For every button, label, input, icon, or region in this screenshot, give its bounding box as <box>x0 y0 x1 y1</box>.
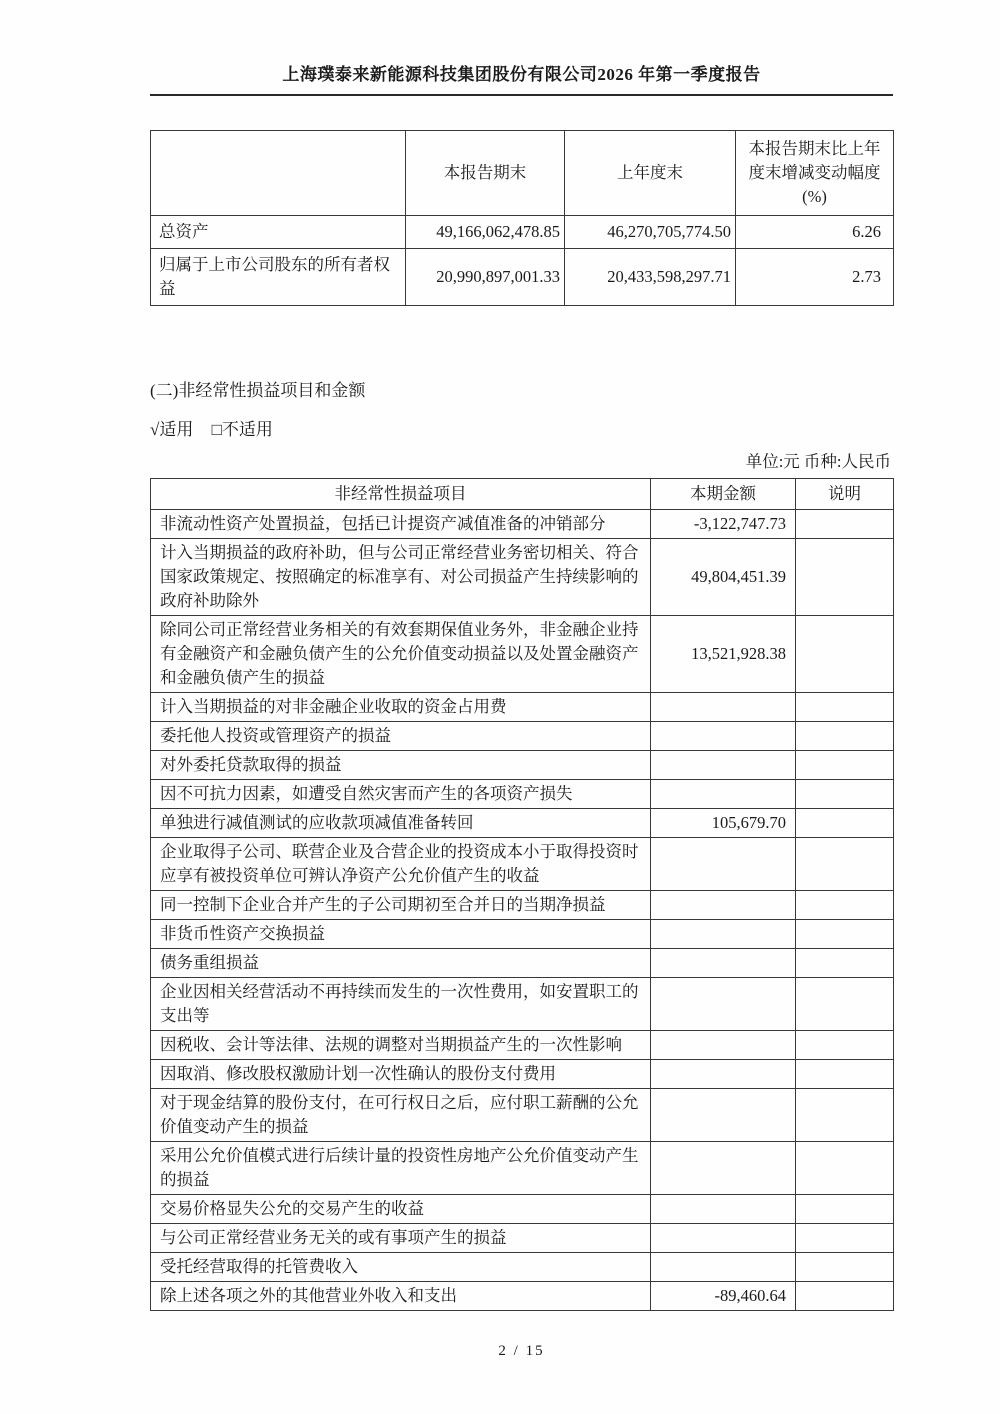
applicable-checked-option: √适用 <box>150 420 194 439</box>
item-label: 因不可抗力因素，如遭受自然灾害而产生的各项资产损失 <box>151 780 651 809</box>
row-label-total-assets: 总资产 <box>151 216 406 249</box>
item-label: 采用公允价值模式进行后续计量的投资性房地产公允价值变动产生的损益 <box>151 1142 651 1195</box>
item-label: 单独进行减值测试的应收款项减值准备转回 <box>151 809 651 838</box>
item-label: 与公司正常经营业务无关的或有事项产生的损益 <box>151 1224 651 1253</box>
equity-change: 2.73 <box>736 249 894 306</box>
item-amount <box>651 1031 796 1060</box>
table-row <box>151 1031 894 1060</box>
item-label: 交易价格显失公允的交易产生的收益 <box>151 1195 651 1224</box>
table-row <box>151 1195 894 1224</box>
item-amount <box>651 949 796 978</box>
item-amount <box>651 693 796 722</box>
item-label: 对外委托贷款取得的损益 <box>151 751 651 780</box>
item-amount <box>651 891 796 920</box>
table-row <box>151 920 894 949</box>
applicability-line <box>150 415 893 440</box>
item-amount: 105,679.70 <box>651 809 796 838</box>
item-note <box>796 1195 894 1224</box>
total-assets-change: 6.26 <box>736 216 894 249</box>
summary-header-change: 本报告期末比上年度末增减变动幅度(%) <box>736 131 894 216</box>
item-label: 因取消、修改股权激励计划一次性确认的股份支付费用 <box>151 1060 651 1089</box>
item-note <box>796 722 894 751</box>
table-row <box>151 249 894 306</box>
item-amount <box>651 1195 796 1224</box>
item-amount <box>651 920 796 949</box>
item-label: 企业取得子公司、联营企业及合营企业的投资成本小于取得投资时应享有被投资单位可辨认净资产公允价值产生的收益 <box>151 838 651 891</box>
item-note <box>796 1282 894 1311</box>
document-header <box>150 0 893 96</box>
item-note <box>796 1142 894 1195</box>
item-amount <box>651 1224 796 1253</box>
item-label: 非货币性资产交换损益 <box>151 920 651 949</box>
summary-header-empty <box>151 131 406 216</box>
table-row <box>151 949 894 978</box>
non-recurring-items-table <box>150 478 894 1311</box>
item-label: 受托经营取得的托管费收入 <box>151 1253 651 1282</box>
table-row <box>151 978 894 1031</box>
item-label: 同一控制下企业合并产生的子公司期初至合并日的当期净损益 <box>151 891 651 920</box>
table-row <box>151 1142 894 1195</box>
item-label: 企业因相关经营活动不再持续而发生的一次性费用，如安置职工的支出等 <box>151 978 651 1031</box>
item-note <box>796 751 894 780</box>
table-row <box>151 838 894 891</box>
item-amount <box>651 780 796 809</box>
total-assets-current: 49,166,062,478.85 <box>406 216 565 249</box>
key-figures-table <box>150 130 894 306</box>
table-row <box>151 693 894 722</box>
equity-prior: 20,433,598,297.71 <box>565 249 736 306</box>
item-note <box>796 616 894 693</box>
item-note <box>796 1031 894 1060</box>
unit-currency-note: 单位:元 币种:人民币 <box>745 452 891 471</box>
table-row <box>151 510 894 539</box>
summary-header-row <box>151 131 894 216</box>
item-label: 对于现金结算的股份支付，在可行权日之后，应付职工薪酬的公允价值变动产生的损益 <box>151 1089 651 1142</box>
items-header-item: 非经常性损益项目 <box>151 479 651 510</box>
table-row <box>151 1060 894 1089</box>
summary-header-prior-year: 上年度末 <box>565 131 736 216</box>
item-note <box>796 510 894 539</box>
table-row <box>151 751 894 780</box>
table-row <box>151 722 894 751</box>
item-note <box>796 920 894 949</box>
table-row <box>151 216 894 249</box>
summary-header-current-period: 本报告期末 <box>406 131 565 216</box>
item-amount <box>651 978 796 1031</box>
item-note <box>796 838 894 891</box>
table-row <box>151 616 894 693</box>
item-label: 非流动性资产处置损益，包括已计提资产减值准备的冲销部分 <box>151 510 651 539</box>
item-label: 委托他人投资或管理资产的损益 <box>151 722 651 751</box>
equity-current: 20,990,897,001.33 <box>406 249 565 306</box>
item-amount: 13,521,928.38 <box>651 616 796 693</box>
item-label: 除上述各项之外的其他营业外收入和支出 <box>151 1282 651 1311</box>
item-amount <box>651 1142 796 1195</box>
table-row <box>151 1282 894 1311</box>
item-note <box>796 978 894 1031</box>
items-header-note: 说明 <box>796 479 894 510</box>
table-row <box>151 809 894 838</box>
item-label: 因税收、会计等法律、法规的调整对当期损益产生的一次性影响 <box>151 1031 651 1060</box>
item-note <box>796 1060 894 1089</box>
page-number: 2 / 15 <box>498 1343 545 1359</box>
item-note <box>796 780 894 809</box>
item-note <box>796 1224 894 1253</box>
items-header-row <box>151 479 894 510</box>
page-content <box>150 0 893 1360</box>
item-amount <box>651 751 796 780</box>
item-amount <box>651 1253 796 1282</box>
item-amount: 49,804,451.39 <box>651 539 796 616</box>
report-title: 上海璞泰来新能源科技集团股份有限公司2026 年第一季度报告 <box>282 65 761 84</box>
table-row <box>151 1089 894 1142</box>
item-note <box>796 949 894 978</box>
item-note <box>796 809 894 838</box>
item-note <box>796 1253 894 1282</box>
item-note <box>796 891 894 920</box>
item-amount <box>651 1060 796 1089</box>
item-amount <box>651 838 796 891</box>
item-label: 计入当期损益的对非金融企业收取的资金占用费 <box>151 693 651 722</box>
table-row <box>151 539 894 616</box>
table-row <box>151 891 894 920</box>
table-row <box>151 1224 894 1253</box>
item-note <box>796 693 894 722</box>
not-applicable-option: □不适用 <box>211 420 273 439</box>
row-label-equity: 归属于上市公司股东的所有者权益 <box>151 249 406 306</box>
section-heading: (二)非经常性损益项目和金额 <box>150 381 366 400</box>
item-note <box>796 1089 894 1142</box>
item-amount: -89,460.64 <box>651 1282 796 1311</box>
table-row <box>151 780 894 809</box>
table-row <box>151 1253 894 1282</box>
item-amount: -3,122,747.73 <box>651 510 796 539</box>
item-label: 债务重组损益 <box>151 949 651 978</box>
item-label: 除同公司正常经营业务相关的有效套期保值业务外，非金融企业持有金融资产和金融负债产生的公允价值变动损益以及处置金融资产和金融负债产生的损益 <box>151 616 651 693</box>
item-amount <box>651 1089 796 1142</box>
total-assets-prior: 46,270,705,774.50 <box>565 216 736 249</box>
item-amount <box>651 722 796 751</box>
items-header-amount: 本期金额 <box>651 479 796 510</box>
item-note <box>796 539 894 616</box>
item-label: 计入当期损益的政府补助，但与公司正常经营业务密切相关、符合国家政策规定、按照确定的标准享有、对公司损益产生持续影响的政府补助除外 <box>151 539 651 616</box>
